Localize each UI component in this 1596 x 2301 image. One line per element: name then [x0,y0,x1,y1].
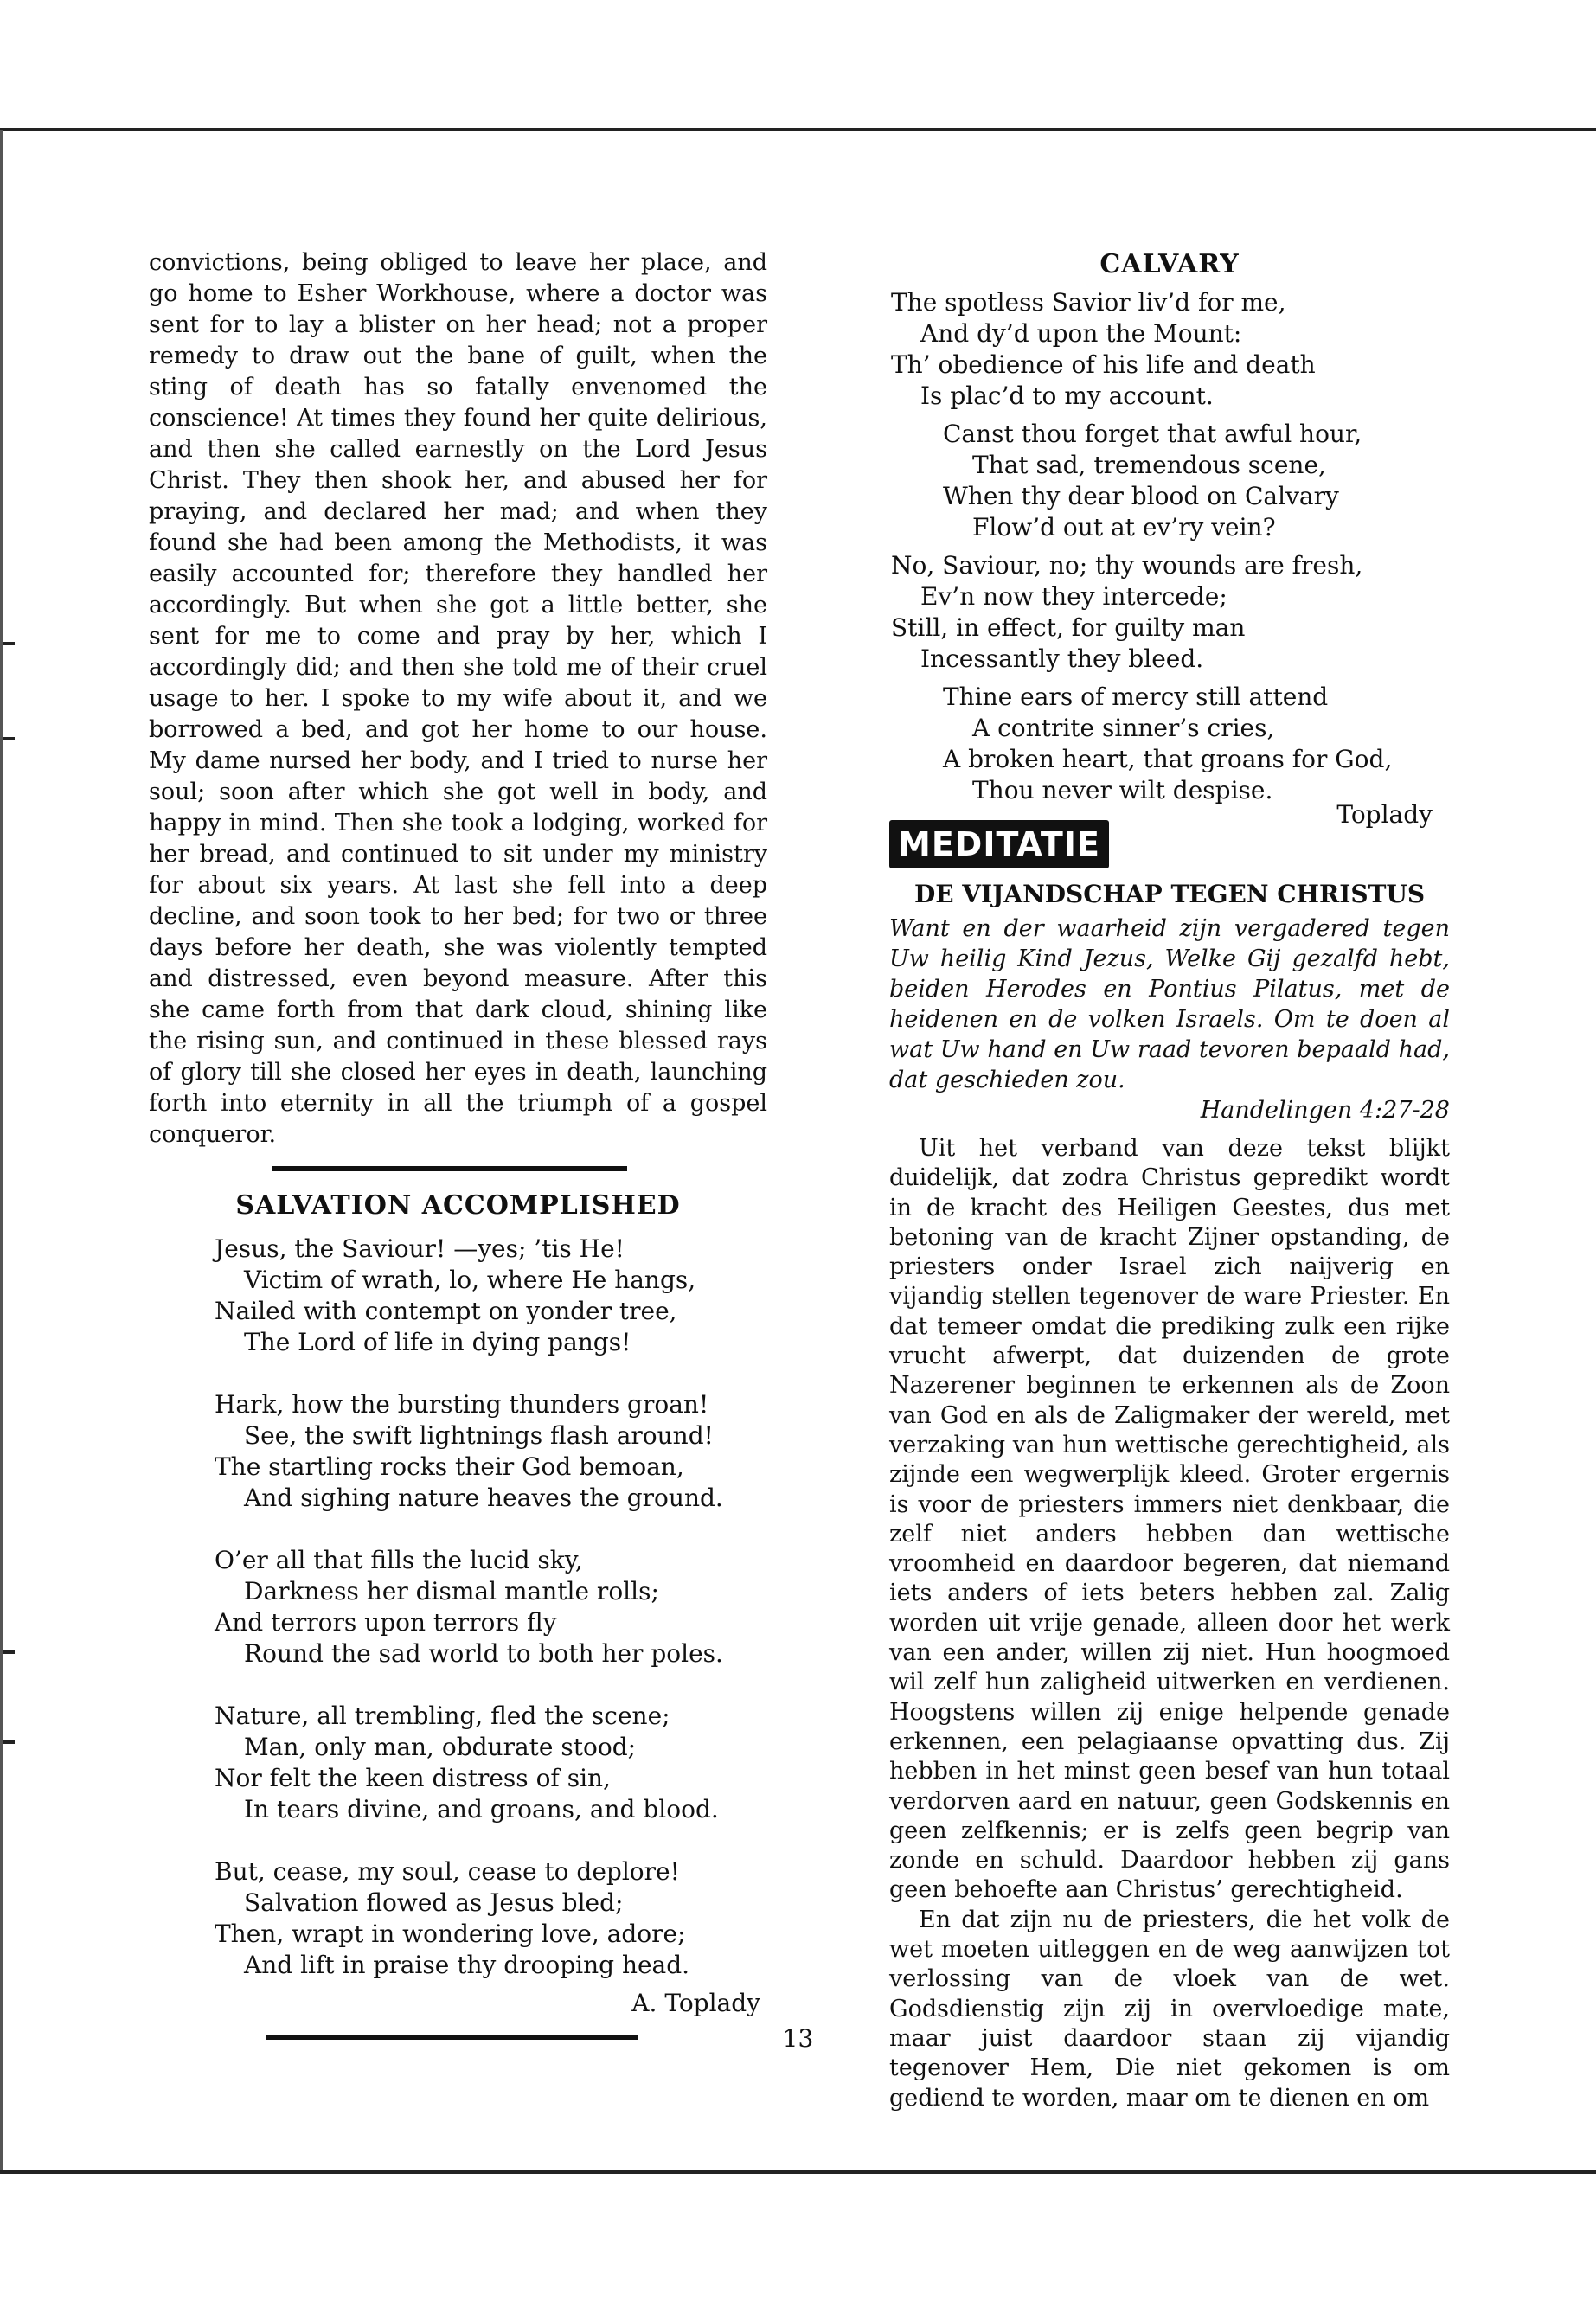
poem-line: Canst thou forget that awful hour, [943,420,1362,448]
poem-title: CALVARY [1099,249,1240,279]
poem-line: That sad, tremendous scene, [972,451,1326,479]
poem-line: Then, wrapt in wondering love, adore; [215,1920,686,1948]
poem-line: O’er all that fills the lucid sky, [215,1546,583,1574]
poem-salvation-accomplished [149,1189,767,2019]
poem-line: A contrite sinner’s cries, [972,714,1275,742]
scan-edge-top [0,128,1596,131]
poem-line: In tears divine, and groans, and blood. [244,1795,719,1823]
section-divider [272,1166,627,1171]
poem-line: Flow’d out at ev’ry vein? [972,513,1276,542]
scripture-quote [889,913,1450,1095]
poem-stanza [149,1701,767,1825]
poem-line: Darkness her dismal mantle rolls; [244,1577,659,1606]
poem-line: The spotless Savior liv’d for me, [891,288,1286,317]
poem-line: A broken heart, that groans for God, [943,745,1393,773]
meditation-paragraph: Uit het verband van deze tekst blijkt duidelijk, dat zodra Christus gepredikt wordt in de kracht des Heiligen Geestes, dus met betoning van de kracht Zijner opstanding, de priesters onder Israel zich naijverig en vijandig stellen tegenover de ware Priester. En dat temeer omdat die prediking zulk een rijke vrucht afwerpt, dat duizenden de grote Nazerener beginnen te erkennen als de Zoon van God en als de Zaligmaker der wereld, met verzaking van hun wettische gerechtigheid, als zijnde een wegwerplijk kleed. Groter ergernis is voor de priesters immers niet denkbaar, die zelf niet anders hebben dan wettische vroomheid en daardoor begeren, dat niemand iets anders of iets beters hebben zal. Zalig worden uit vrije genade, alleen door het werk van een ander, willen zij niet. Hun hoogmoed wil zelf hun zaligheid uitwerken en verdienen. Hoogstens willen zij enige helpende genade erkennen, een pelagiaanse opvatting dus. Zij hebben in het minst geen besef van hun totaal verdorven aard en natuur, geen Godskennis en geen zelfkennis; er is zelfs geen begrip van zonde en schuld. Daardoor hebben zij gans geen behoefte aan Christus’ gerechtigheid. [889,1135,1450,1904]
scan-edge-bottom [0,2170,1596,2174]
poem-line: And dy’d upon the Mount: [920,319,1242,348]
scan-tick-mark [3,642,15,645]
poem-line: Nor felt the keen distress of sin, [215,1764,611,1792]
poem-line: Th’ obedience of his life and death [891,350,1316,379]
poem-line: See, the swift lightnings flash around! [244,1421,714,1450]
continuation-paragraph: convictions, being obliged to leave her place, and go home to Esher Workhouse, where a doctor was sent for to lay a blister on her head; not a proper remedy to draw out the bane of guilt, when the sting of death has so fatally envenomed the conscience! At times they found her quite delirious, and then she called earnestly on the Lord Jesus Christ. They then shook her, and abused her for praying, and declared her mad; and when they found she had been among the Methodists, it was easily accounted for; therefore they handled her accordingly. But when she got a little better, she sent for me to come and pray by her, which I accordingly did; and then she told me of their cruel usage to her. I spoke to my wife about it, and we borrowed a bed, and got her home to our house. My dame nursed her body, and I tried to nurse her soul; soon after which she got well in body, and happy in mind. Then she took a lodging, worked for her bread, and continued to sit under my ministry for about six years. At last she fell into a deep decline, and soon took to her bed; for two or three days before her death, she was violently tempted and distressed, even beyond measure. After this she came forth from that dark cloud, shining like the rising sun, and continued in these blessed rays of glory till she closed her eyes in death, launching forth into eternity in all the triumph of a gospel conqueror. [149,249,767,1148]
poem-author: Toplady [1336,800,1433,829]
poem-stanza [149,1856,767,1981]
meditation-title: DE VIJANDSCHAP TEGEN CHRISTUS [913,880,1426,908]
poem-line: Salvation flowed as Jesus bled; [244,1888,624,1917]
poem-line: Man, only man, obdurate stood; [244,1733,637,1761]
poem-line: No, Saviour, no; thy wounds are fresh, [891,551,1363,580]
poem-line: The Lord of life in dying pangs! [244,1328,631,1356]
poem-line: Victim of wrath, lo, where He hangs, [244,1266,696,1294]
scan-tick-mark [3,1740,15,1744]
poem-line: Round the sad world to both her poles. [244,1639,723,1668]
scripture-text: Want en der waarheid zijn vergadered tegen Uw heilig Kind Jezus, Welke Gij gezalfd hebt, beiden Herodes en Pontius Pilatus, met de heidenen en de volken Israels. Om te doen al wat Uw hand en Uw raad tevoren bepaald had, dat geschieden zou. [889,915,1450,1093]
poem-title: SALVATION ACCOMPLISHED [235,1190,681,1221]
scan-edge-left [0,130,3,2171]
poem-stanza [889,550,1450,675]
poem-line: When thy dear blood on Calvary [943,482,1339,510]
poem-stanza [149,1545,767,1670]
page-number: 13 [782,2024,814,2053]
poem-line: Jesus, the Saviour! —yes; ’tis He! [215,1234,625,1263]
poem-line: Thou never wilt despise. [972,776,1273,804]
poem-line: Incessantly they bleed. [920,644,1204,673]
poem-stanza [889,682,1450,806]
poem-line: The startling rocks their God bemoan, [215,1452,684,1481]
poem-line: Still, in effect, for guilty man [891,613,1246,642]
poem-stanza [149,1234,767,1358]
poem-stanza [149,1389,767,1514]
left-column [149,247,767,2040]
poem-line: But, cease, my soul, cease to deplore! [215,1857,680,1886]
continuation-article [149,247,767,1150]
poem-line: Nailed with contempt on yonder tree, [215,1297,677,1325]
meditation-paragraph: En dat zijn nu de priesters, die het volk de wet moeten uitleggen en de weg aanwijzen tot verlossing van de vloek van de wet. Godsdienstig zijn zij in overvloedige mate, maar juist daardoor staan zij vijandig tegenover Hem, Die niet gekomen is om gediend te worden, maar om te dienen en om [889,1906,1450,2112]
right-column [889,247,1450,2113]
poem-line: Thine ears of mercy still attend [943,683,1329,711]
poem-line: Ev’n now they intercede; [920,582,1227,611]
meditatie-badge: MEDITATIE [889,820,1109,868]
poem-line: Hark, how the bursting thunders groan! [215,1390,709,1419]
scripture-reference: Handelingen 4:27-28 [1200,1097,1450,1124]
poem-stanza [889,419,1450,543]
scan-tick-mark [3,737,15,740]
meditation-body [889,1134,1450,2113]
poem-line: And terrors upon terrors fly [215,1608,557,1637]
poem-stanza [889,287,1450,412]
poem-calvary [889,247,1450,830]
poem-author: A. Toplady [631,1989,760,2017]
scan-tick-mark [3,1650,15,1654]
poem-line: And lift in praise thy drooping head. [244,1951,690,1979]
poem-line: Nature, all trembling, fled the scene; [215,1702,670,1730]
poem-line: Is plac’d to my account. [920,381,1214,410]
poem-line: And sighing nature heaves the ground. [244,1484,723,1512]
